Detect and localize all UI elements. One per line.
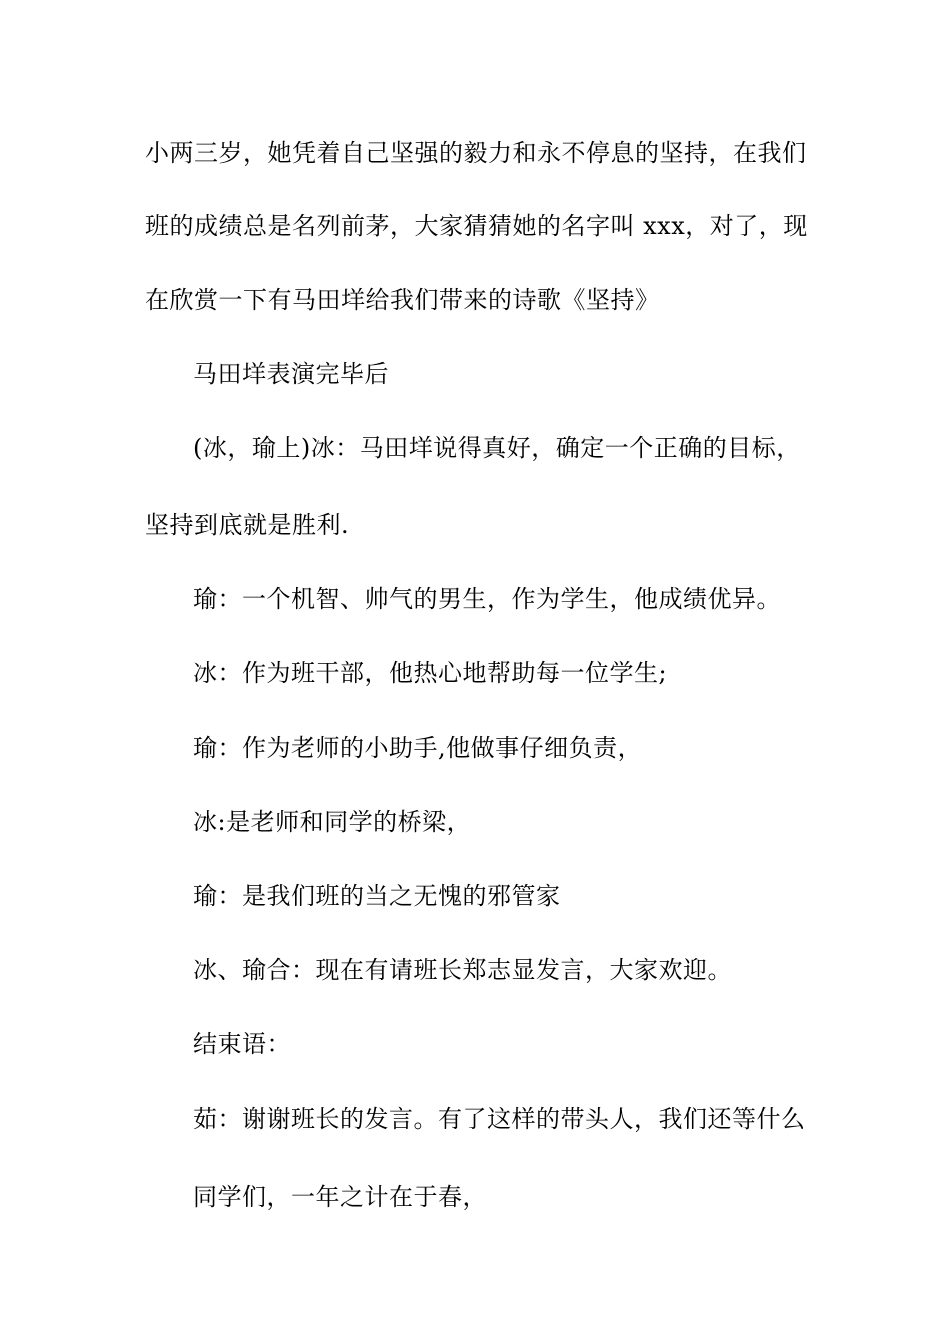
paragraph-line: 冰:是老师和同学的桥梁，: [193, 808, 472, 836]
paragraph-line: 马田垟表演完毕后: [193, 360, 389, 388]
paragraph-line: 小两三岁，她凭着自己坚强的毅力和永不停息的坚持，在我们: [145, 139, 807, 167]
paragraph-line: 同学们，一年之计在于春，: [193, 1183, 487, 1211]
paragraph-line: (冰，瑜上)冰：马田垟说得真好，确定一个正确的目标，: [193, 434, 801, 462]
paragraph-line: 瑜：一个机智、帅气的男生，作为学生，他成绩优异。: [193, 585, 781, 613]
paragraph-line: 班的成绩总是名列前茅，大家猜猜她的名字叫 xxx，对了，现: [145, 212, 808, 240]
paragraph-line: 瑜：作为老师的小助手,他做事仔细负责，: [193, 734, 643, 762]
paragraph-line: 结束语：: [193, 1030, 291, 1058]
paragraph-line: 冰：作为班干部，他热心地帮助每一位学生;: [193, 659, 668, 687]
paragraph-line: 坚持到底就是胜利.: [145, 511, 350, 539]
paragraph-line: 茹：谢谢班长的发言。有了这样的带头人，我们还等什么: [193, 1105, 806, 1133]
paragraph-line: 冰、瑜合：现在有请班长郑志显发言，大家欢迎。: [193, 956, 732, 984]
paragraph-line: 瑜：是我们班的当之无愧的邪管家: [193, 882, 561, 910]
paragraph-line: 在欣赏一下有马田垟给我们带来的诗歌《坚持》: [145, 286, 660, 314]
